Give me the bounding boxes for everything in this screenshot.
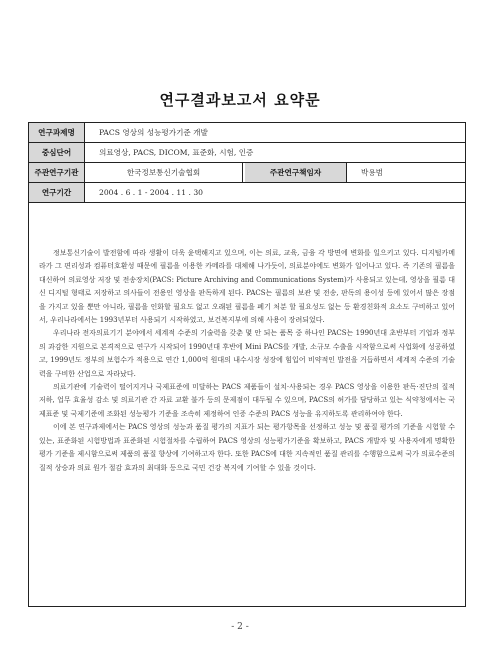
lead-label: 주관연구책임자 <box>245 163 347 182</box>
page-title: 연구결과보고서 요약문 <box>159 91 321 109</box>
project-label: 연구과제명 <box>29 123 85 142</box>
keywords-label: 중심단어 <box>29 143 85 162</box>
page-number: - 2 - <box>231 622 249 632</box>
row-organization <box>29 163 465 183</box>
row-project <box>29 123 465 143</box>
summary-body <box>39 247 455 475</box>
row-period <box>29 183 465 203</box>
period-label: 연구기간 <box>29 183 85 202</box>
project-value: PACS 영상의 성능평가기준 개발 <box>99 128 208 137</box>
paragraph-4: 이에 본 연구과제에서는 PACS 영상의 성능과 품질 평가의 지표가 되는 평가항목을 선정하고 성능 및 품질 평가의 기준을 시험할 수 있는, 표준화된 시험방법과 표준화된 시험절차를 수립하여 PACS 영상의 성능평가기준을 확보하고, PACS 개발자 및 사용자에게 명확한 평가 기준을 제시함으로써 제품의 품질 향상에 기여하고자 한다. 또한 PACS에 대한 지속적인 품질 관리를 수행함으로써 국가 의료수준의 질적 상승과 의료 원가 절감 효과의 최대화 등으로 국민 건강 복지에 기여할 수 있을 것이다. <box>39 423 455 472</box>
paragraph-3: 의료기관에 기술력이 떨어지거나 국제표준에 미달하는 PACS 제품들이 설치·사용되는 경우 PACS 영상을 이용한 판독·진단의 질적 저하, 업무 효율성 감소 및 의료기관 간 자료 교환 불가 등의 문제점이 대두될 수 있으며, PACS의 허가를 담당하고 있는 식약청에서는 국제표준 및 국제기준에 조화된 성능평가 기준을 조속히 제정하여 인증 수준의 PACS 성능을 유지하도록 관리하여야 한다. <box>39 383 455 418</box>
org-label: 주관연구기관 <box>29 163 85 182</box>
keywords-value: 의료영상, PACS, DICOM, 표준화, 시험, 인증 <box>99 148 254 157</box>
paragraph-1: 정보통신기술이 발전함에 따라 생활이 더욱 윤택해지고 있으며, 이는 의료, 교육, 금융 각 방면에 변화를 일으키고 있다. 디지털카메라가 그 편리성과 컴퓨터호환성 때문에 필름을 이용한 카메라를 대체해 나가듯이, 의료분야에도 변화가 일어나고 있다. 즉 기존의 필름을 대신하여 의료영상 저장 및 전송장치(PACS: Picture Archiving and Communications System)가 사용되고 있는데, 영상을 필름 대신 디지털 형태로 저장하고 의사들이 전용인 영상을 판독하게 된다. PACS는 필름의 보관 및 전송, 판독의 용이성 등에 있어서 많은 장점을 가지고 있을 뿐만 아니라, 필름을 인화할 필요도 없고 오래된 필름을 폐기 처분 할 필요성도 없는 등 환경친화적 요소도 구비하고 있어서, 우리나라에서는 1993년부터 사용되기 시작하였고, 보건복지부에 의해 사용이 장려되었다. <box>39 249 455 325</box>
lead-value: 박용범 <box>361 168 384 177</box>
summary-frame <box>28 122 466 607</box>
paragraph-2: 우리나라 전자의료기기 분야에서 세계적 수준의 기술력을 갖춘 몇 안 되는 품목 중 하나인 PACS는 1990년대 초반부터 기업과 정부의 과감한 지원으로 본격적으로 연구가 시작되어 1990년대 후반에 Mini PACS를 개발, 소규모 수출을 시작함으로써 사업화에 성공하였고, 1999년도 정부의 보험수가 적용으로 연간 1,000억 원대의 내수시장 성장에 힘입어 비약적인 발전을 거듭하면서 세계적 수준의 기술력을 구비한 산업으로 자라났다. <box>39 329 455 378</box>
period-value: 2004 . 6 . 1 - 2004 . 11 . 30 <box>99 188 203 197</box>
row-keywords <box>29 143 465 163</box>
org-value: 한국정보통신기술협회 <box>85 163 243 182</box>
